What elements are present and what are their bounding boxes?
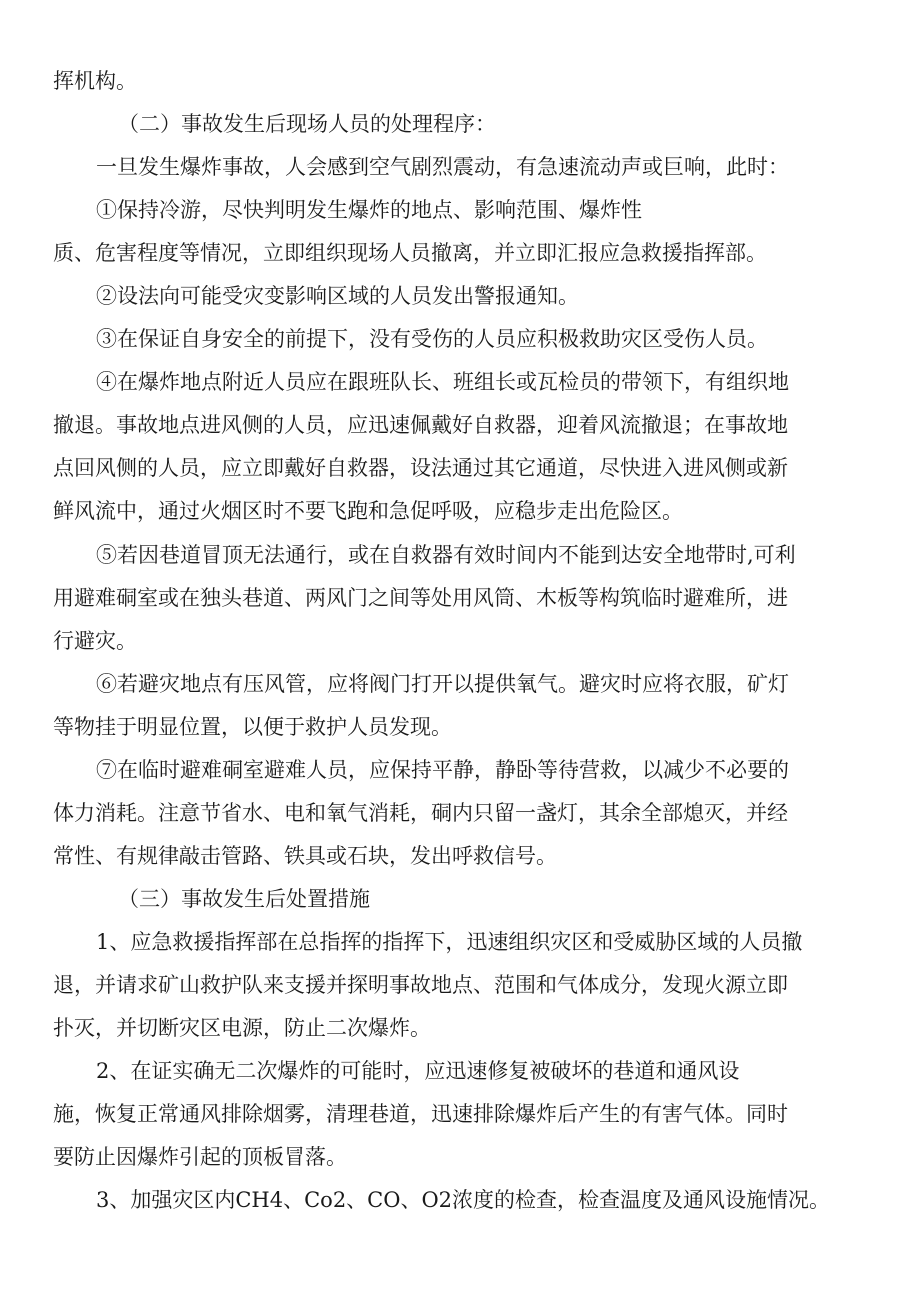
text-line: 挥机构。 xyxy=(53,69,137,93)
text-line: ①保持冷游，尽快判明发生爆炸的地点、影响范围、爆炸性 xyxy=(96,198,642,222)
text-line: 用避难硐室或在独头巷道、两风门之间等处用风筒、木板等构筑临时避难所，进 xyxy=(53,586,788,610)
text-line: 质、危害程度等情况，立即组织现场人员撤离，并立即汇报应急救援指挥部。 xyxy=(53,241,767,265)
section-heading: （二）事故发生后现场人员的处理程序： xyxy=(118,112,496,136)
text-line: 扑灭，并切断灾区电源，防止二次爆炸。 xyxy=(53,1016,431,1040)
section-heading: （三）事故发生后处置措施 xyxy=(118,887,370,911)
text-line: 1、应急救援指挥部在总指挥的指挥下，迅速组织灾区和受威胁区域的人员撤 xyxy=(96,930,803,954)
text-line: 体力消耗。注意节省水、电和氧气消耗，硐内只留一盏灯，其余全部熄灭，并经 xyxy=(53,801,788,825)
text-line: ⑥若避灾地点有压风管，应将阀门打开以提供氧气。避灾时应将衣服，矿灯 xyxy=(96,672,789,696)
text-line: ④在爆炸地点附近人员应在跟班队长、班组长或瓦检员的带领下，有组织地 xyxy=(96,370,789,394)
text-line: 鲜风流中，通过火烟区时不要飞跑和急促呼吸，应稳步走出危险区。 xyxy=(53,499,683,523)
text-line: 等物挂于明显位置，以便于救护人员发现。 xyxy=(53,715,452,739)
text-line: 一旦发生爆炸事故，人会感到空气剧烈震动，有急速流动声或巨响，此时： xyxy=(96,155,789,179)
text-line: ⑤若因巷道冒顶无法通行，或在自救器有效时间内不能到达安全地带时,可利 xyxy=(96,543,796,567)
text-line: 施，恢复正常通风排除烟雾，清理巷道，迅速排除爆炸后产生的有害气体。同时 xyxy=(53,1102,788,1126)
text-line: 要防止因爆炸引起的顶板冒落。 xyxy=(53,1145,347,1169)
text-line: 撤退。事故地点进风侧的人员，应迅速佩戴好自救器，迎着风流撤退；在事故地 xyxy=(53,413,788,437)
text-line: ②设法向可能受灾变影响区域的人员发出警报通知。 xyxy=(96,284,579,308)
text-line: 3、加强灾区内CH4、Co2、CO、O2浓度的检查，检查温度及通风设施情况。 xyxy=(96,1188,831,1212)
text-line: 点回风侧的人员，应立即戴好自救器，设法通过其它通道，尽快进入进风侧或新 xyxy=(53,456,788,480)
text-line: ⑦在临时避难硐室避难人员，应保持平静，静卧等待营救，以减少不必要的 xyxy=(96,758,789,782)
text-line: 2、在证实确无二次爆炸的可能时，应迅速修复被破坏的巷道和通风设 xyxy=(96,1059,740,1083)
text-line: ③在保证自身安全的前提下，没有受伤的人员应积极救助灾区受伤人员。 xyxy=(96,327,768,351)
text-line: 常性、有规律敲击管路、铁具或石块，发出呼救信号。 xyxy=(53,844,557,868)
text-line: 行避灾。 xyxy=(53,629,137,653)
text-line: 退，并请求矿山救护队来支援并探明事故地点、范围和气体成分，发现火源立即 xyxy=(53,973,788,997)
